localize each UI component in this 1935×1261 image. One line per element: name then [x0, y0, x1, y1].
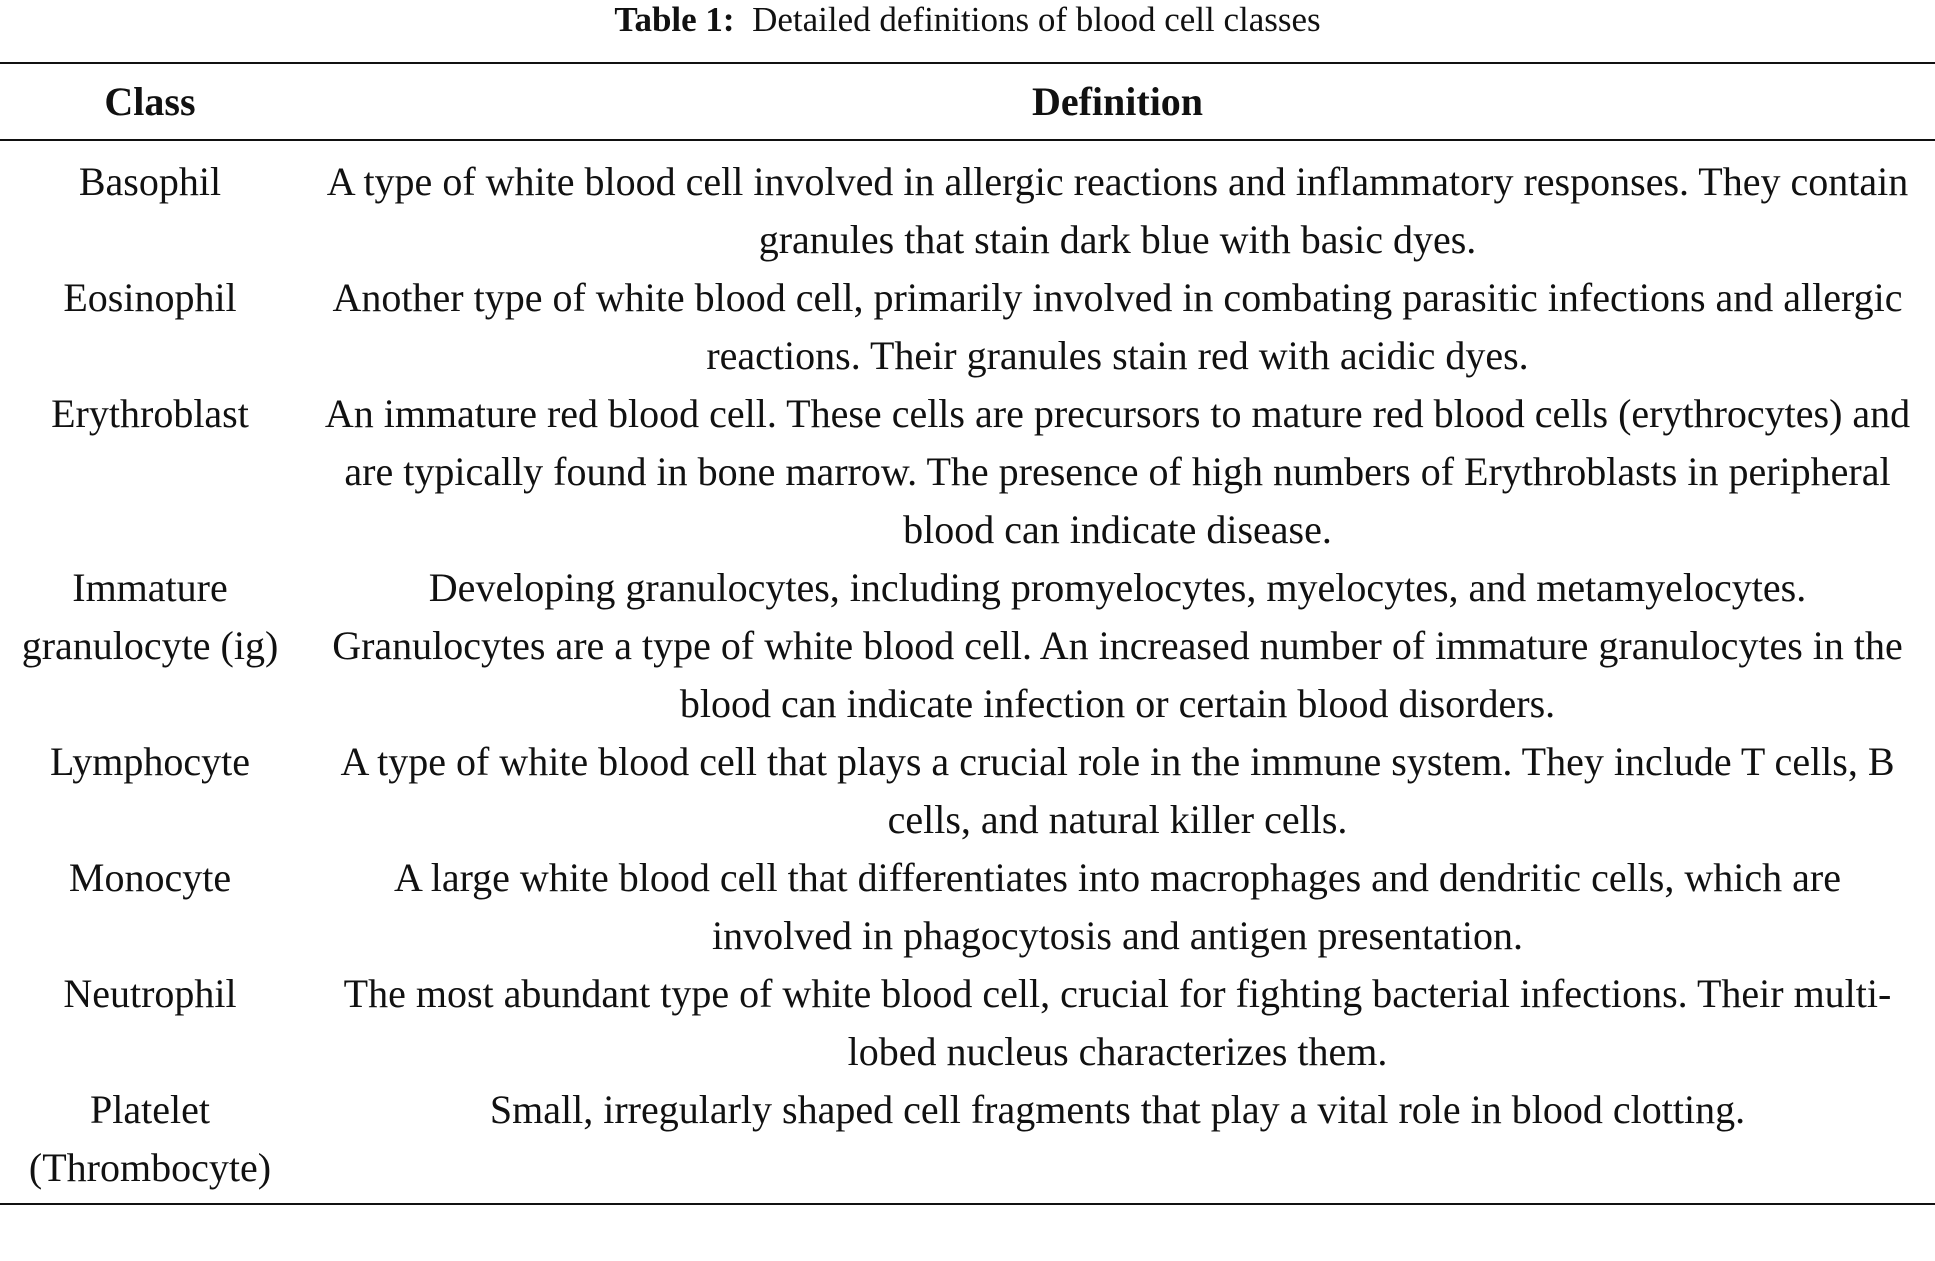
- cell-class: Basophil: [78, 159, 222, 204]
- table-caption-label: Table 1:: [614, 0, 735, 39]
- table-row: [0, 849, 1935, 965]
- table-row: [0, 965, 1935, 1081]
- cell-definition: The most abundant type of white blood cell, crucial for fighting bacterial infections. Their multi-lobed nucleus characterizes them.: [343, 971, 1892, 1074]
- table-row: [0, 733, 1935, 849]
- table-body: [0, 140, 1935, 1204]
- cell-definition: Another type of white blood cell, primarily involved in combating parasitic infections and allergic reactions. Their granules stain red with acidic dyes.: [332, 275, 1903, 378]
- table-header: [0, 63, 1935, 140]
- table-row: [0, 385, 1935, 559]
- cell-definition: A large white blood cell that differentiates into macrophages and dendritic cells, which are involved in phagocytosis and antigen presentation.: [394, 855, 1841, 958]
- cell-class: Platelet (Thrombocyte): [28, 1087, 272, 1190]
- column-header-definition: Definition: [1031, 79, 1204, 124]
- cell-class: Eosinophil: [63, 275, 237, 320]
- definitions-table: [0, 62, 1935, 1205]
- cell-class: Neutrophil: [63, 971, 237, 1016]
- table-caption: [0, 0, 1935, 44]
- table-row: [0, 1081, 1935, 1204]
- cell-definition: An immature red blood cell. These cells are precursors to mature red blood cells (erythrocytes) and are typically found in bone marrow. The presence of high numbers of Erythroblasts in peripheral blood can indicate disease.: [324, 391, 1911, 552]
- table-row: [0, 559, 1935, 733]
- cell-definition: Developing granulocytes, including promyelocytes, myelocytes, and metamyelocytes. Granulocytes are a type of white blood cell. An increased number of immature granulocytes in the blood can indicate infection or certain blood disorders.: [332, 565, 1903, 726]
- definitions-table-wrapper: [0, 62, 1935, 1205]
- cell-class: Erythroblast: [51, 391, 249, 436]
- cell-class: Immature granulocyte (ig): [21, 565, 279, 668]
- column-header-class: Class: [104, 79, 196, 124]
- table-row: [0, 269, 1935, 385]
- cell-class: Monocyte: [68, 855, 232, 900]
- cell-class: Lymphocyte: [50, 739, 250, 784]
- table-row: [0, 140, 1935, 269]
- cell-definition: A type of white blood cell involved in allergic reactions and inflammatory responses. They contain granules that stain dark blue with basic dyes.: [326, 159, 1909, 262]
- table-header-row: [0, 63, 1935, 140]
- table-caption-text: Detailed definitions of blood cell classes: [752, 0, 1321, 39]
- cell-definition: Small, irregularly shaped cell fragments that play a vital role in blood clotting.: [489, 1087, 1746, 1132]
- cell-definition: A type of white blood cell that plays a crucial role in the immune system. They include T cells, B cells, and natural killer cells.: [340, 739, 1895, 842]
